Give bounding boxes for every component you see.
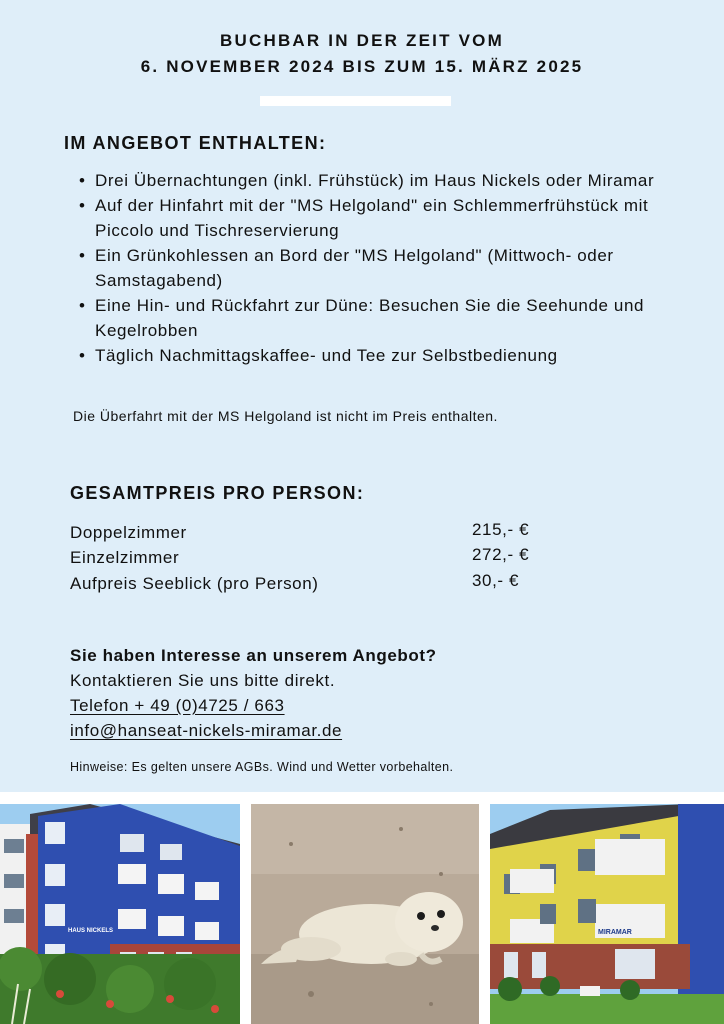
booking-period-header [0,28,724,80]
contact-question: Sie haben Interesse an unserem Angebot? [70,646,437,665]
offer-item: • Ein Grünkohlessen an Bord der "MS Helgoland" (Mittwoch- oder Samstagabend) [74,243,674,293]
haus-nickels-sign: HAUS NICKELS [68,928,114,934]
header-line-2: 6. NOVEMBER 2024 BIS ZUM 15. MÄRZ 2025 [140,57,584,76]
header-line-1: BUCHBAR IN DER ZEIT VOM [220,31,504,50]
email-link[interactable]: info@hanseat-nickels-miramar.de [70,721,343,740]
contact-invite: Kontaktieren Sie uns bitte direkt. [70,671,336,690]
price-value: 272,- € [472,545,530,564]
miramar-sign: MIRAMAR [598,929,632,936]
haus-nickels-photo [0,804,240,1024]
header-divider [260,96,451,106]
offer-list [74,168,674,368]
phone-link[interactable]: Telefon + 49 (0)4725 / 663 [70,696,285,715]
offer-item: • Eine Hin- und Rückfahrt zur Düne: Besuchen Sie die Seehunde und Kegelrobben [74,293,674,343]
offer-item: • Auf der Hinfahrt mit der "MS Helgoland" ein Schlemmerfrühstück mit Piccolo und Tischreservierung [74,193,674,243]
terms-hint: Hinweise: Es gelten unsere AGBs. Wind und Wetter vorbehalten. [70,760,454,774]
offer-item: • Täglich Nachmittagskaffee- und Tee zur Selbstbedienung [74,343,674,368]
price-value: 215,- € [472,520,530,539]
price-section-title: GESAMTPREIS PRO PERSON: [70,483,365,503]
price-label: Doppelzimmer [70,523,187,542]
miramar-photo [490,804,724,1024]
price-label: Einzelzimmer [70,548,180,567]
offer-item: • Drei Übernachtungen (inkl. Frühstück) im Haus Nickels oder Miramar [74,168,674,193]
ferry-note: Die Überfahrt mit der MS Helgoland ist nicht im Preis enthalten. [73,408,498,424]
offer-section-title: IM ANGEBOT ENTHALTEN: [64,133,327,153]
price-label: Aufpreis Seeblick (pro Person) [70,574,319,593]
seal-pup-photo [251,804,479,1024]
price-value: 30,- € [472,571,520,590]
